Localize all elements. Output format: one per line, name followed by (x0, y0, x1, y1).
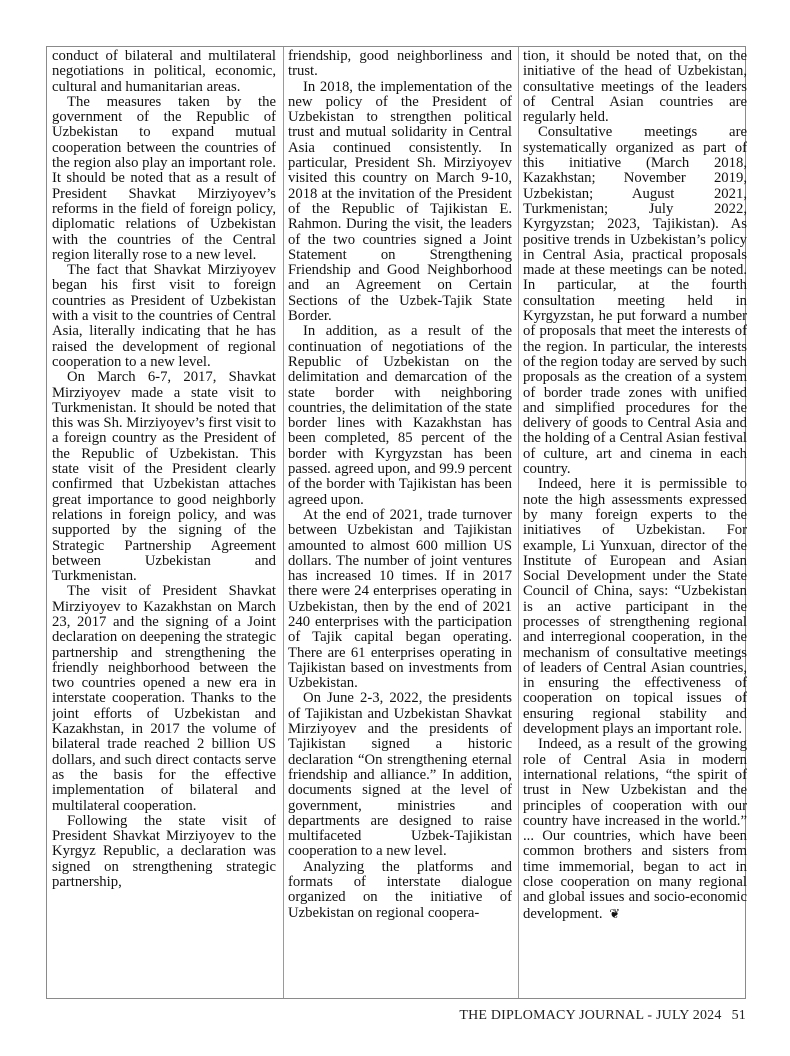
paragraph: The fact that Shavkat Mirziyoyev began his first visit to foreign countries as President of Uzbekistan with a visit to the countries of Central Asia, literally indicating that he has raised the development of regional cooperation to a new level. (52, 262, 276, 370)
paragraph: On June 2-3, 2022, the presidents of Tajikistan and Uzbekistan Shavkat Mirziyoyev and the presidents of Tajikistan signed a historic declaration “On strengthening eternal friendship and alliance.” In addition, documents signed at the level of government, ministries and departments are designed to raise multifaceted Uzbek-Tajikistan cooperation to a new level. (288, 690, 512, 860)
column-divider (283, 47, 284, 998)
paragraph: The visit of President Shavkat Mirziyoyev to Kazakhstan on March 23, 2017 and the signing of a Joint declaration on deepening the strategic partnership and strengthening the friendly neighborhood between the two countries opened a new era in interstate cooperation. Thanks to the joint efforts of Uzbekistan and Kazakhstan, in 2017 the volume of bilateral trade reached 2 billion US dollars, and such direct contacts serve as the basis for the effective implementation of bilateral and multilateral cooperation. (52, 583, 276, 814)
paragraph: In 2018, the implementation of the new policy of the President of Uzbekistan to strengthen political trust and mutual solidarity in Central Asia continued consistently. In particular, President Sh. Mirziyoyev visited this country on March 9-10, 2018 at the invitation of the President of the Republic of Tajikistan E. Rahmon. During the visit, the leaders of the two countries signed a Joint Statement on Strengthening Friendship and Good Neighborhood and an Agreement on Certain Sections of the Uzbek-Tajik State Border. (288, 78, 512, 325)
paragraph: Indeed, here it is permissible to note the high assessments expressed by many foreign experts to the initiatives of Uzbekistan. For example, Li Yunxuan, director of the Institute of European and Asian Social Development under the State Council of China, says: “Uzbekistan is an active participant in the processes of strengthening regional and interregional cooperation, in the mechanism of consultative meetings of leaders of Central Asian countries, in ensuring the effectiveness of cooperation on topical issues of ensuring regional stability and development plays an important role. (523, 476, 747, 738)
paragraph: tion, it should be noted that, on the initiative of the head of Uzbekistan, consultative meetings of the leaders of Central Asian countries are regularly held. (523, 49, 747, 126)
paragraph: On March 6-7, 2017, Shavkat Mirziyoyev made a state visit to Turkmenistan. It should be noted that this was Sh. Mirziyoyev’s first visit to a foreign country as the President of the Republic of Uzbekistan. This state visit of the President clearly confirmed that Uzbekistan attaches great importance to good neighborly relations in foreign policy, and was supported by the signing of the Strategic Partnership Agreement between Uzbekistan and Turkmenistan. (52, 369, 276, 585)
text-frame (46, 46, 746, 999)
text-column-3 (523, 49, 747, 997)
paragraph: Indeed, as a result of the growing role of Central Asia in modern international relations, “the spirit of trust in New Uzbekistan and the principles of cooperation with our country have increased in the world.” ... Our countries, which have been common brothers and sisters from time immemorial, began to act in close cooperation on many regional and global issues and socio-economic development. ❦ (523, 736, 747, 922)
paragraph: In addition, as a result of the continuation of negotiations of the Republic of Uzbekistan on the delimitation and demarcation of the state border with neighboring countries, the delimitation of the state border lines with Kazakhstan has been completed, 85 percent of the border with Kyrgyzstan has been passed. agreed upon, and 99.9 percent of the border with Tajikistan has been agreed upon. (288, 323, 512, 508)
page-number: 51 (731, 1008, 746, 1023)
text-column-2 (288, 49, 512, 997)
journal-name: THE DIPLOMACY JOURNAL - JULY 2024 (459, 1008, 722, 1023)
paragraph: friendship, good neighborliness and trust. (288, 49, 512, 80)
paragraph: Following the state visit of President Shavkat Mirziyoyev to the Kyrgyz Republic, a declaration was signed on strengthening strategic partnership, (52, 812, 276, 891)
text-column-1 (52, 49, 276, 997)
paragraph: The measures taken by the government of the Republic of Uzbekistan to expand mutual cooperation between the countries of the region also play an important role. It should be noted that as a result of President Shavkat Mirziyoyev’s reforms in the field of foreign policy, diplomatic relations of Uzbekistan with the countries of the Central region literally rose to a new level. (52, 93, 276, 263)
page-footer (0, 1008, 746, 1024)
paragraph: Analyzing the platforms and formats of interstate dialogue organized on the initiative of Uzbekistan on regional coopera- (288, 858, 512, 921)
paragraph: conduct of bilateral and multilateral negotiations in political, economic, cultural and humanitarian areas. (52, 49, 276, 95)
column-divider (518, 47, 519, 998)
paragraph: At the end of 2021, trade turnover between Uzbekistan and Tajikistan amounted to almost 600 million US dollars. The number of joint ventures has increased 10 times. If in 2017 there were 24 enterprises operating in Uzbekistan, then by the end of 2021 240 enterprises with the participation of Tajik capital began operating. There are 61 enterprises operating in Tajikistan based on investments from Uzbekistan. (288, 506, 512, 692)
paragraph: Consultative meetings are systematically organized as part of this initiative (March 2018, Kazakhstan; November 2019, Uzbekistan; August 2021, Turkmenistan; July 2022, Kyrgyzstan; 2023, Tajikistan). As positive trends in Uzbekistan’s policy in Central Asia, practical proposals made at these meetings can be noted. In particular, at the fourth consultation meeting held in Kyrgyzstan, he put forward a number of proposals that meet the interests of the region. In particular, the interests of the region today are served by such proposals as the creation of a system of border trade zones with unified and simplified procedures for the delivery of goods to Central Asia and the holding of a Central Asian festival of culture, art and cinema in each country. (523, 124, 747, 478)
end-ornament-icon: ❦ (609, 905, 621, 921)
